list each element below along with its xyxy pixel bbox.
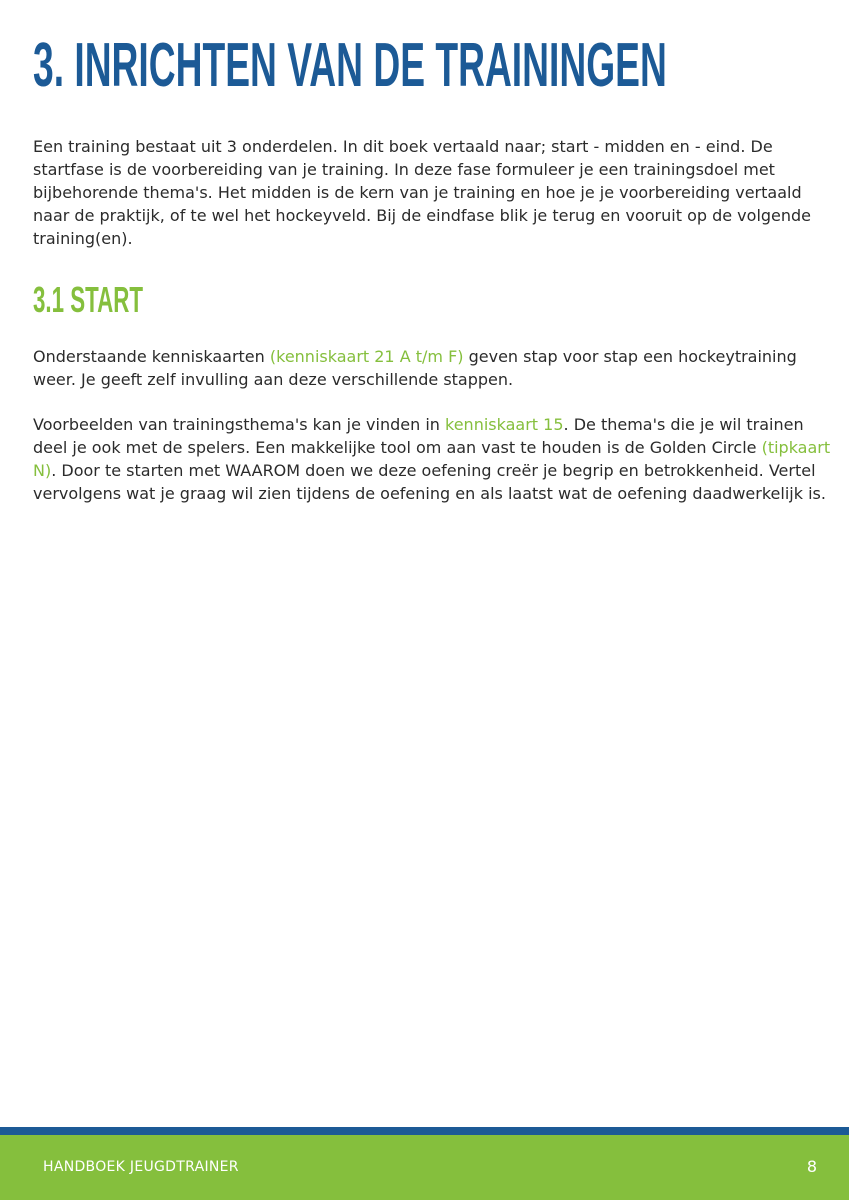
text-span: Onderstaande kenniskaarten (33, 347, 270, 366)
page-number: 8 (806, 1157, 817, 1176)
reference-link: (tipkaart N) (33, 438, 831, 480)
text-span: . Door te starten met WAAROM doen we deze oefening creër je begrip en betrokkenheid. Vertel vervolgens wat je graag wil zien tijdens de oefening en als laatst wat de oefening daadwerkelijk is. (33, 461, 826, 503)
text-span: . De thema's die je wil trainen deel je ook met de spelers. Een makkelijke tool om aan vast te houden is de Golden Circle (33, 415, 804, 457)
footer-divider (0, 1127, 849, 1135)
intro-paragraph: Een training bestaat uit 3 onderdelen. In dit boek vertaald naar; start - midden en - eind. De startfase is de voorbereiding van je training. In deze fase formuleer je een trainingsdoel met bijbehorende thema's. Het midden is de kern van je training en hoe je je voorbereiding vertaald naar de praktijk, of te wel het hockeyveld. Bij de eindfase blik je terug en vooruit op de volgende training(en). (33, 137, 812, 248)
text-span: Voorbeelden van trainingsthema's kan je vinden in (33, 415, 446, 434)
text-span: geven stap voor stap een hockeytraining weer. Je geeft zelf invulling aan deze verschillende stappen. (33, 347, 797, 389)
page-title: 3. INRICHTEN VAN DE TRAININGEN (33, 31, 667, 100)
section-title: 3.1 START (33, 279, 143, 320)
footer-bar (0, 1135, 849, 1200)
footer-label: HANDBOEK JEUGDTRAINER (43, 1159, 239, 1175)
reference-link: (kenniskaart 21 A t/m F) (269, 347, 464, 366)
reference-link: kenniskaart 15 (445, 415, 564, 434)
start-paragraph-1 (33, 345, 833, 391)
start-paragraph-2 (33, 413, 833, 505)
